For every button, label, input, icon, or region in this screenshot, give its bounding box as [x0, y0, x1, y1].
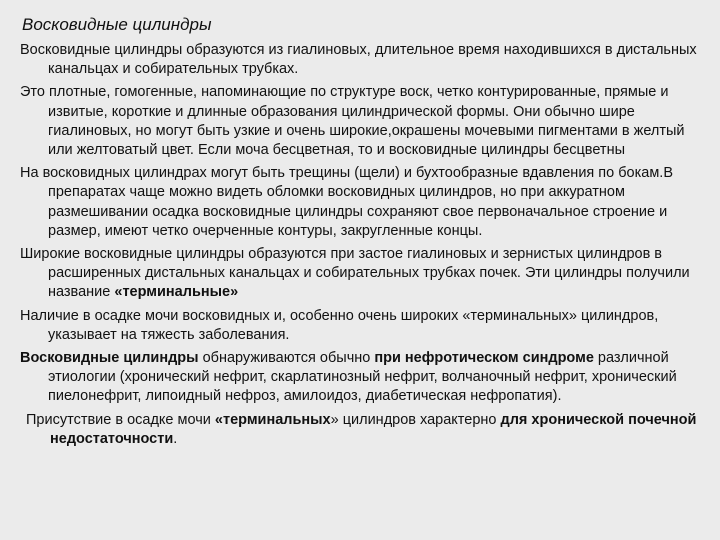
text-run: обнаруживаются обычно	[198, 350, 375, 367]
text-run: На восковидных цилиндрах могут быть трещины (щели) и бухтообразные вдавления по бокам.В препаратах чаще можно видеть обломки восковидных цилиндров, но при аккуратном размешивании осадка восковидные цилиндры сохраняют свое первоначальное строение и размер, имеют четко очерченные контуры, закругленные концы.	[20, 165, 674, 239]
text-run-bold: Восковидные цилиндры	[20, 350, 199, 367]
text-run: Восковидные цилиндры образуются из гиалиновых, длительное время находившихся в дистальных канальцах и собирательных трубках.	[20, 42, 697, 78]
text-run-bold: «терминальных	[214, 411, 331, 428]
text-run: Это плотные, гомогенные, напоминающие по структуре воск, четко контурированные, прямые и извитые, короткие и длинные образования цилиндрической формы. Они обычно шире гиалиновых, но могут быть узкие и очень широкие,окрашены мочевыми пигментами в желтый или желтоватый цвет. Если моча бесцветная, то и восковидные цилиндры бесцветны	[20, 84, 685, 159]
slide-title: Восковидные цилиндры	[22, 15, 212, 34]
text-run: Широкие восковидные цилиндры образуются при застое гиалиновых и зернистых цилиндров в расширенных дистальных канальцах и собирательных трубках почек. Эти цилиндры получили название	[20, 246, 690, 301]
text-run: .	[173, 430, 178, 447]
text-run: » цилиндров характерно	[330, 411, 501, 428]
text-run-bold: «терминальные»	[114, 284, 239, 301]
text-run: различной этиологии (хронический нефрит, скарлатинозный нефрит, волчаночный нефрит, хронический пиелонефрит, липоидный нефроз, амилоидоз, диабетическая нефропатия).	[48, 350, 677, 405]
slide-body	[20, 41, 700, 453]
paragraph-renal-failure	[20, 411, 700, 449]
paragraph-nephrotic	[20, 349, 700, 407]
text-run: Наличие в осадке мочи восковидных и, особенно очень широких «терминальных» цилиндров, указывает на тяжесть заболевания.	[20, 307, 659, 343]
paragraph-formation	[20, 41, 700, 79]
paragraph-cracks	[20, 164, 700, 241]
text-run: Присутствие в осадке мочи	[26, 411, 215, 428]
paragraph-wide-casts	[20, 245, 700, 303]
paragraph-severity	[20, 307, 700, 345]
text-run-bold: для хронической почечной недостаточности	[50, 411, 697, 447]
text-run-bold: при нефротическом синдроме	[374, 350, 594, 367]
paragraph-description	[20, 83, 700, 160]
